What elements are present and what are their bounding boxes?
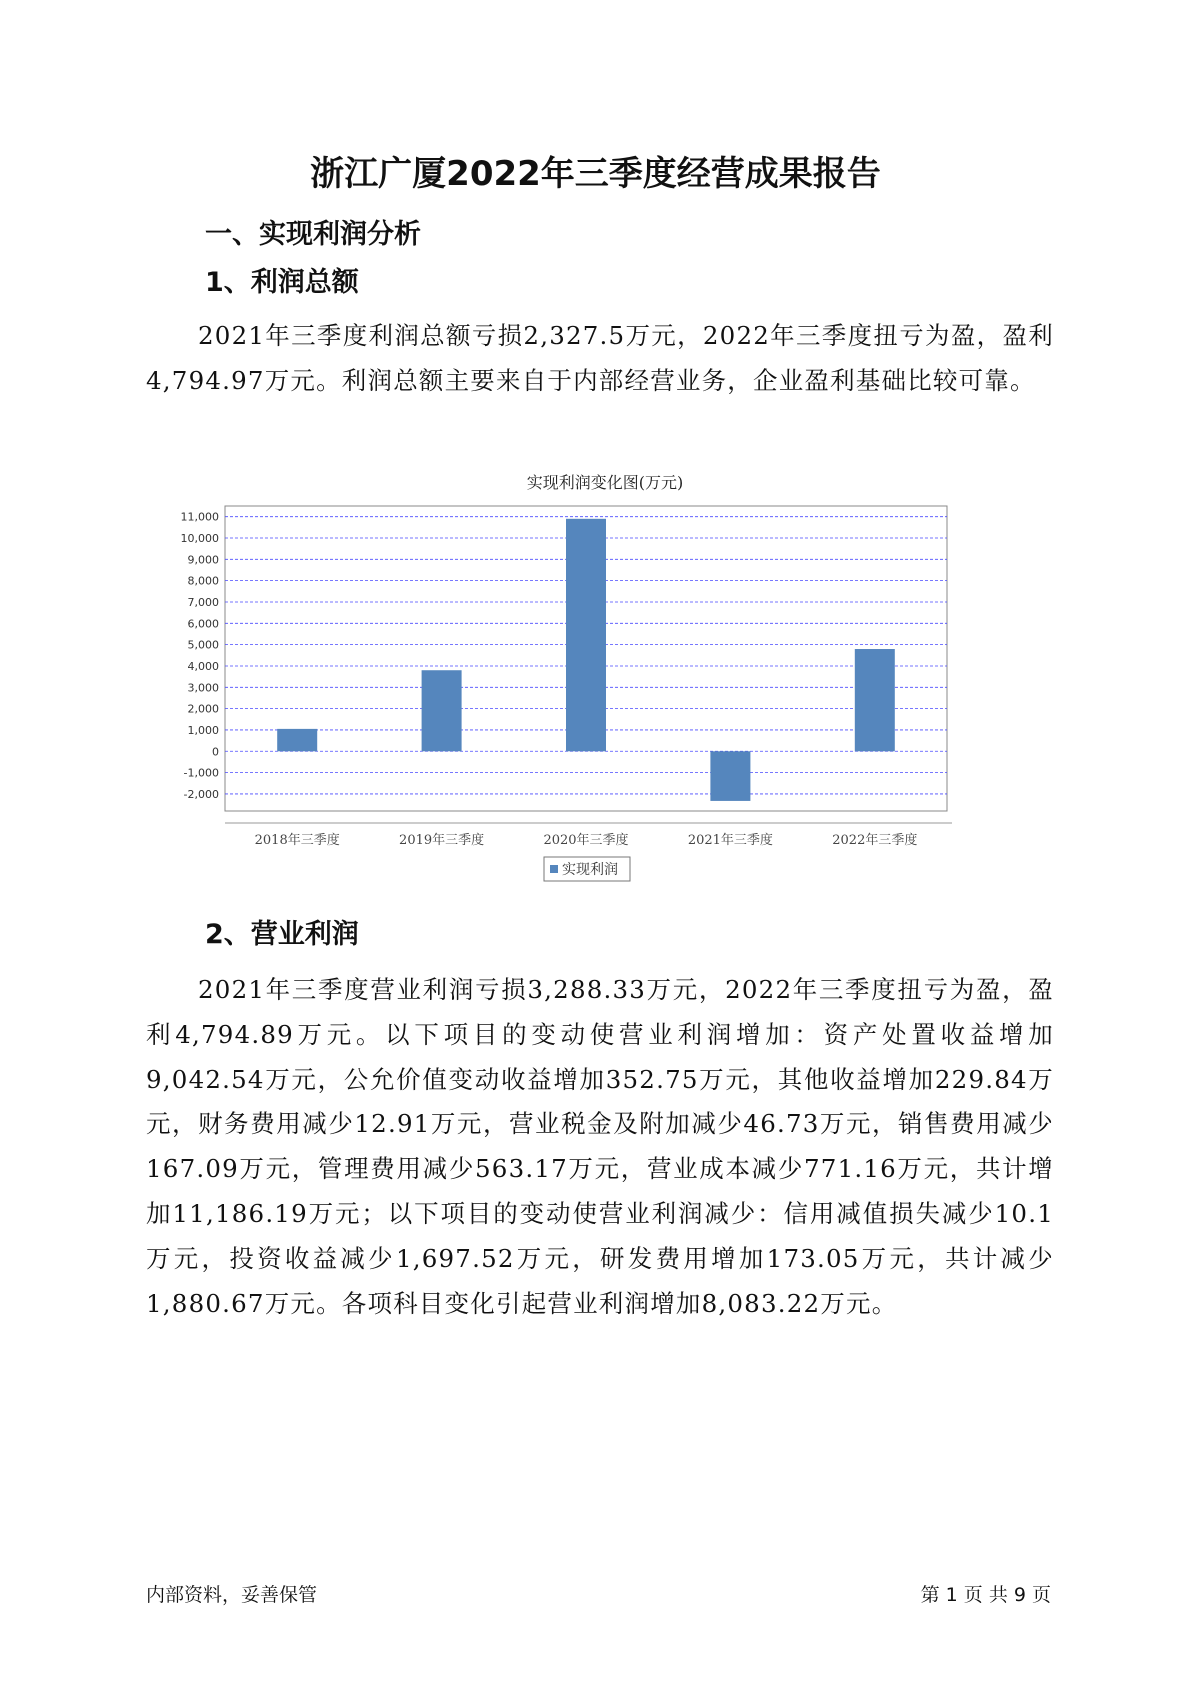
chart-title: 实现利润变化图(万元) (526, 473, 684, 492)
paragraph-profit-total-text: 2021年三季度利润总额亏损2,327.5万元，2022年三季度扭亏为盈，盈利4,794.97万元。利润总额主要来自于内部经营业务，企业盈利基础比较可靠。 (146, 321, 1054, 395)
y-tick-label: 2,000 (187, 702, 219, 716)
paragraph-profit-total (146, 314, 1054, 404)
legend-swatch (550, 865, 558, 873)
y-tick-label: 0 (212, 745, 219, 759)
footer-page-number: 第 1 页 共 9 页 (920, 1584, 1051, 1606)
x-tick-label: 2019年三季度 (399, 833, 485, 848)
subsection-heading-profit-total: 1、利润总额 (205, 267, 359, 298)
y-tick-label: 4,000 (187, 659, 219, 673)
x-tick-label: 2020年三季度 (543, 833, 629, 848)
y-tick-label: -1,000 (183, 766, 219, 780)
bar (277, 729, 317, 751)
y-tick-label: 1,000 (187, 723, 219, 737)
y-tick-label: 8,000 (187, 574, 219, 588)
legend-label: 实现利润 (562, 862, 618, 878)
y-tick-label: 11,000 (180, 510, 219, 524)
bar (855, 649, 895, 751)
bar (566, 519, 606, 751)
footer-confidential-note: 内部资料，妥善保管 (146, 1584, 318, 1606)
page-title: 浙江广厦2022年三季度经营成果报告 (310, 154, 881, 194)
profit-bar-chart (150, 473, 1030, 900)
paragraph-operating-profit-text: 2021年三季度营业利润亏损3,288.33万元，2022年三季度扭亏为盈，盈利4,794.89万元。以下项目的变动使营业利润增加：资产处置收益增加9,042.54万元，公允价值变动收益增加352.75万元，其他收益增加229.84万元，财务费用减少12.91万元，营业税金及附加减少46.73万元，销售费用减少167.09万元，管理费用减少563.17万元，营业成本减少771.16万元，共计增加11,186.19万元；以下项目的变动使营业利润减少：信用减值损失减少10.1万元，投资收益减少1,697.52万元，研发费用增加173.05万元，共计减少1,880.67万元。各项科目变化引起营业利润增加8,083.22万元。 (146, 975, 1054, 1318)
section-heading: 一、实现利润分析 (205, 219, 421, 250)
y-tick-label: 6,000 (187, 617, 219, 631)
bar (422, 670, 462, 751)
paragraph-operating-profit (146, 968, 1054, 1326)
y-tick-label: 3,000 (187, 681, 219, 695)
x-tick-label: 2021年三季度 (687, 833, 773, 848)
y-tick-label: 5,000 (187, 638, 219, 652)
x-tick-label: 2022年三季度 (832, 833, 918, 848)
y-tick-label: 7,000 (187, 595, 219, 609)
subsection-heading-operating-profit: 2、营业利润 (205, 919, 359, 950)
bar (710, 751, 750, 801)
y-tick-label: -2,000 (183, 787, 219, 801)
y-tick-label: 9,000 (187, 553, 219, 567)
y-tick-label: 10,000 (180, 531, 219, 545)
x-tick-label: 2018年三季度 (254, 833, 340, 848)
